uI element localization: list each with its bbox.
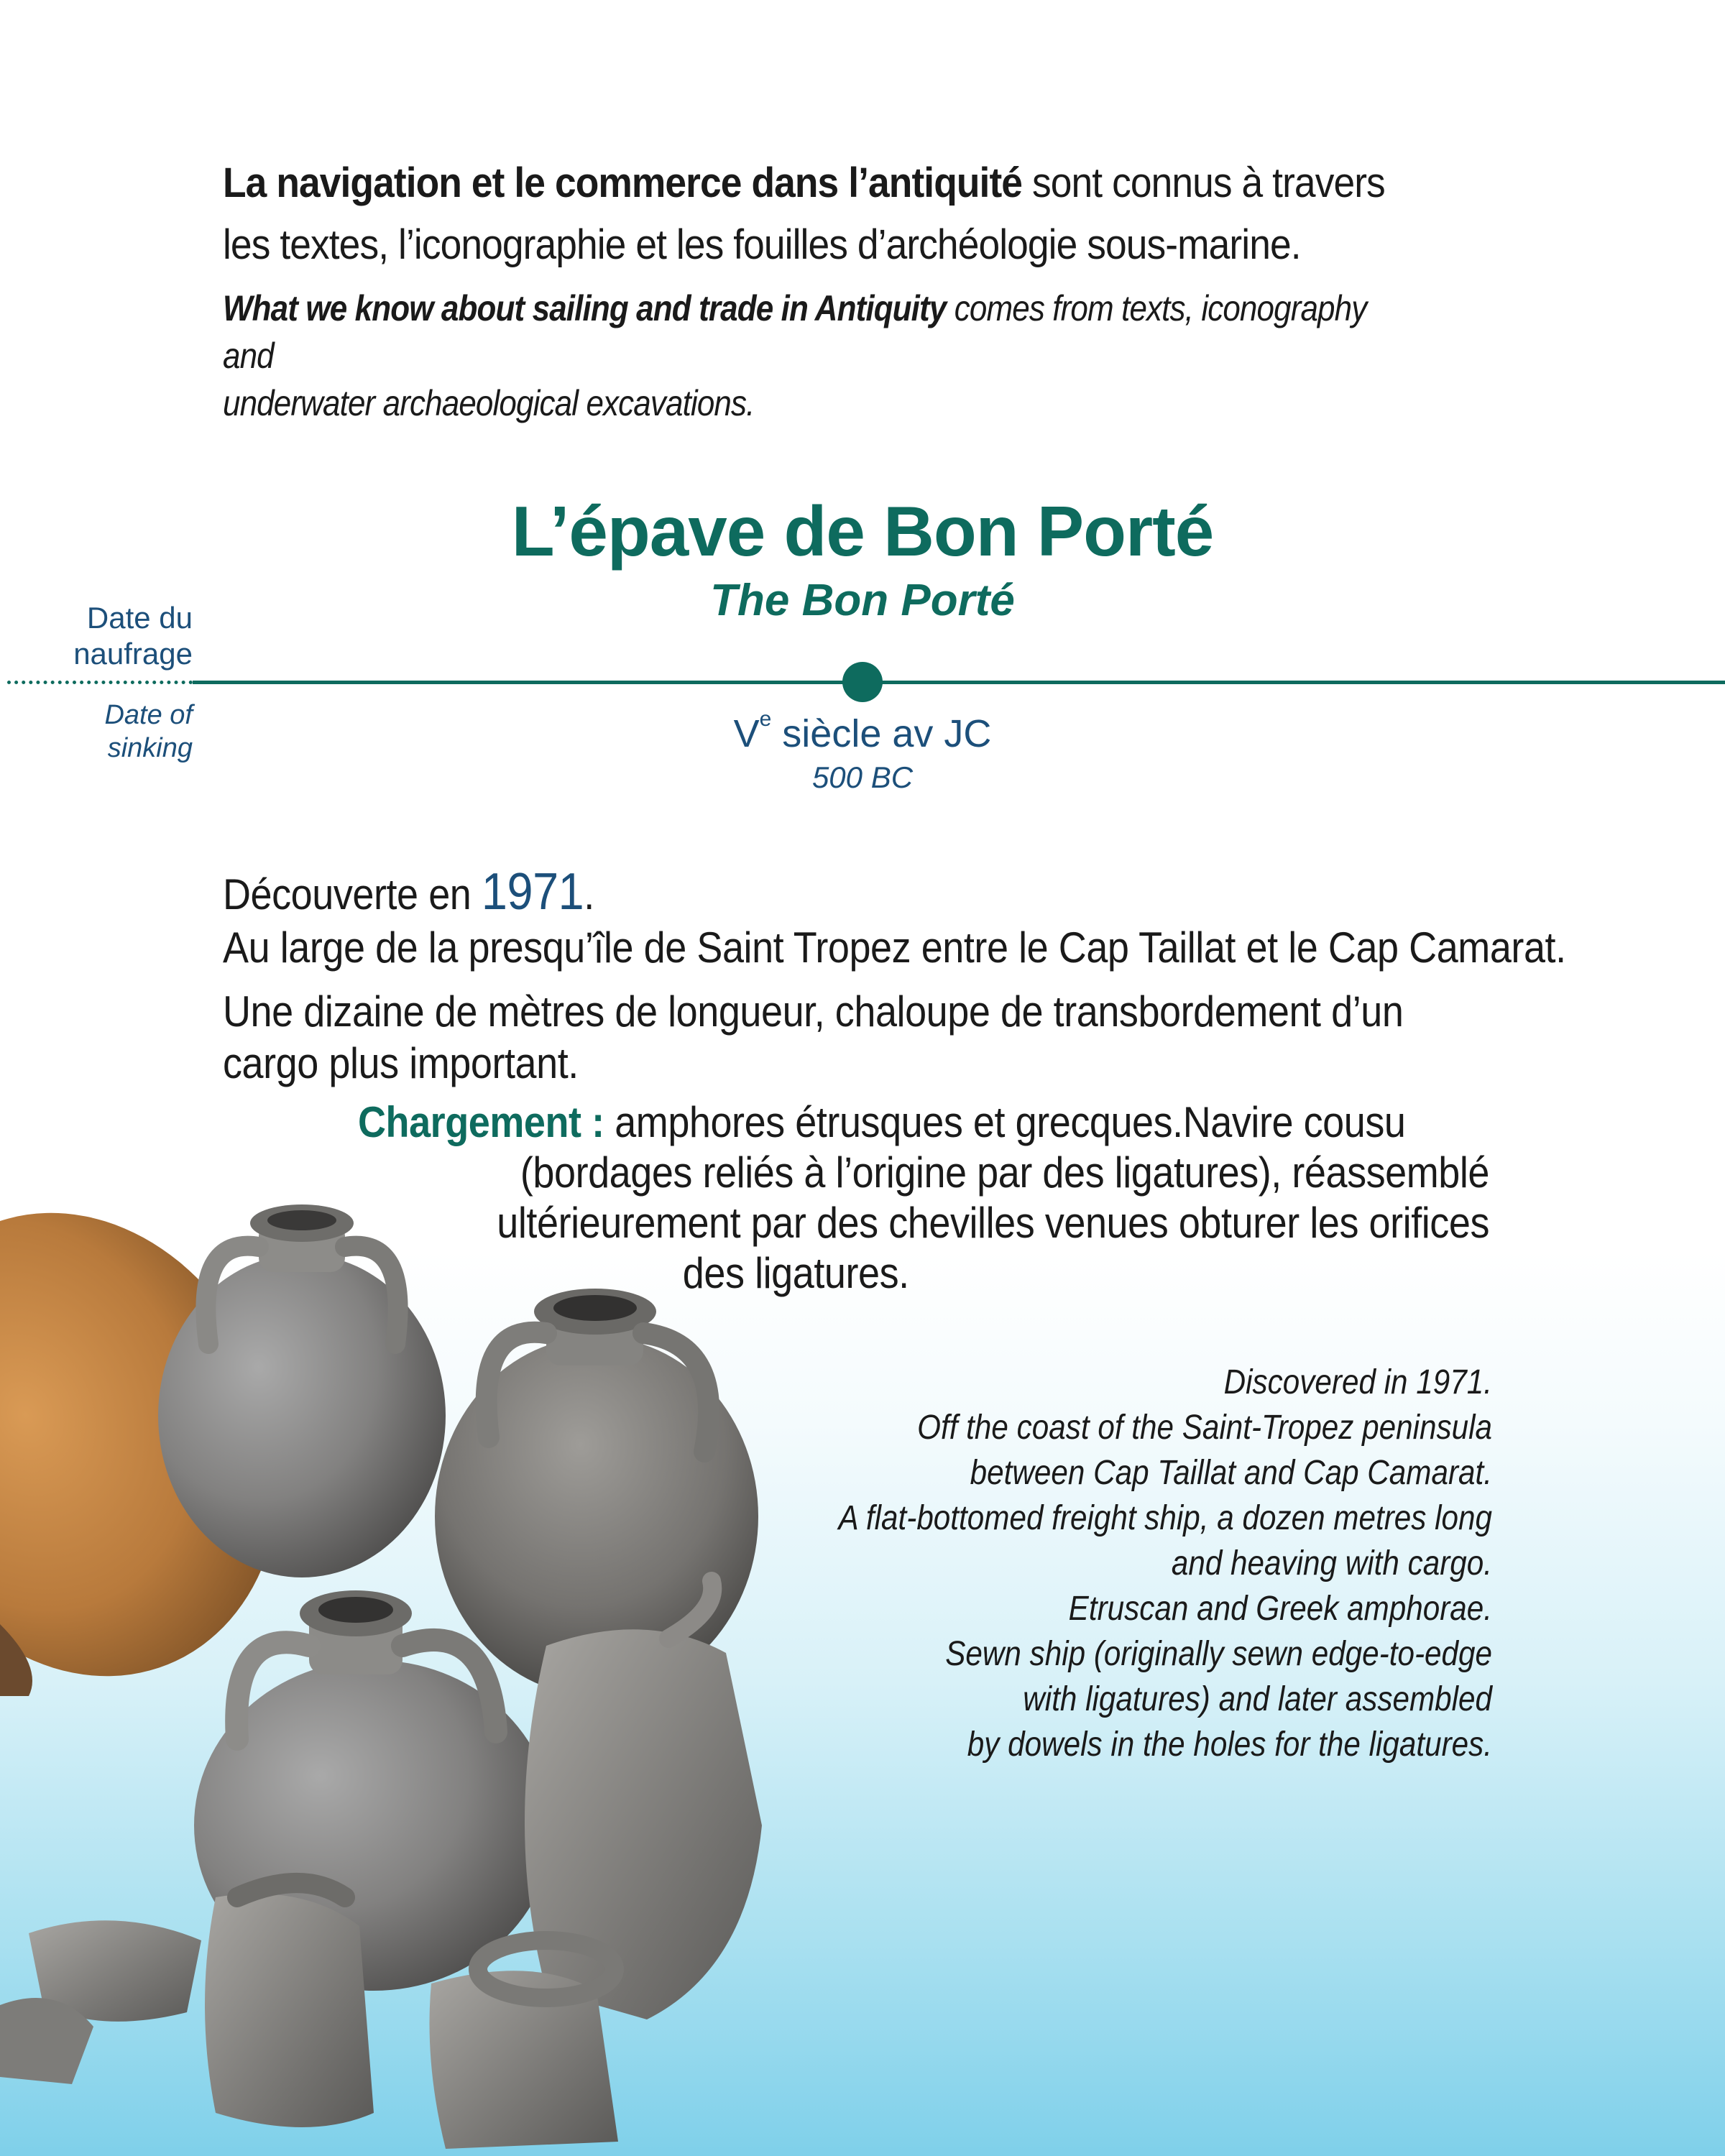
- english-line: Sewn ship (originally sewn edge-to-edge: [945, 1635, 1492, 1673]
- sinking-date-french: [0, 707, 1725, 756]
- century-superscript: e: [759, 707, 772, 731]
- wreck-title-english: The Bon Porté: [710, 576, 1015, 625]
- timeline-marker: [842, 662, 883, 702]
- discovery-year: 1971: [481, 863, 584, 921]
- english-line: with ligatures) and later assembled: [1023, 1680, 1492, 1718]
- intro-english-rest-1: comes from texts, iconography and: [223, 288, 1367, 376]
- english-line: and heaving with cargo.: [1171, 1544, 1492, 1583]
- discovery-prefix: Découverte en: [223, 870, 482, 918]
- century-text: siècle av JC: [771, 712, 992, 755]
- amphorae-photo: [0, 1179, 776, 2156]
- english-line: Discovered in 1971.: [1223, 1363, 1492, 1401]
- date-label-french: [29, 600, 193, 672]
- amphora-shards: [0, 1883, 618, 2149]
- wreck-title-french: L’épave de Bon Porté: [511, 492, 1214, 571]
- date-label-english-2: sinking: [107, 733, 193, 763]
- cargo-line-2: (bordages reliés à l’origine par des ligatures), réassemblé: [520, 1148, 1489, 1197]
- cargo-text-1: amphores étrusques et grecques.Navire cousu: [604, 1098, 1406, 1146]
- date-label-french-2: naufrage: [73, 637, 193, 671]
- cargo-line-4: des ligatures.: [682, 1249, 909, 1297]
- timeline-dotted-lead: [7, 681, 193, 684]
- intro-french-rest-2: les textes, l’iconographie et les fouilles d’archéologie sous-marine.: [223, 221, 1301, 268]
- intro-french: [223, 152, 1386, 276]
- intro-english-rest-2: underwater archaeological excavations.: [223, 383, 755, 423]
- broken-amphora: [525, 1581, 762, 2019]
- cargo-label: Chargement :: [358, 1098, 604, 1146]
- cargo-line-1: [358, 1097, 1406, 1148]
- english-line: A flat-bottomed freight ship, a dozen metres long: [838, 1499, 1492, 1537]
- intro-french-rest-1: sont connus à travers: [1022, 160, 1385, 206]
- english-line: Etruscan and Greek amphorae.: [1068, 1590, 1492, 1628]
- english-description: [719, 1360, 1492, 1767]
- date-label-french-1: Date du: [86, 601, 193, 635]
- sinking-date-english: 500 BC: [811, 760, 914, 794]
- timeline-line: [193, 681, 1725, 684]
- grey-amphora-left: [158, 1204, 446, 1577]
- english-line: Off the coast of the Saint-Tropez peninsula: [917, 1409, 1492, 1447]
- location-line: Au large de la presqu’île de Saint Tropez entre le Cap Taillat et le Cap Camarat.: [223, 923, 1566, 972]
- cargo-line-3: ultérieurement par des chevilles venues obturer les orifices: [497, 1199, 1490, 1247]
- date-label-english-1: Date of: [104, 700, 193, 730]
- english-line: between Cap Taillat and Cap Camarat.: [970, 1454, 1492, 1492]
- intro-english: [223, 285, 1412, 427]
- intro-english-bold: What we know about sailing and trade in Antiquity: [223, 288, 947, 328]
- intro-french-bold: La navigation et le commerce dans l’antiquité: [223, 160, 1023, 206]
- century-numeral: V: [733, 712, 760, 755]
- english-line: by dowels in the holes for the ligatures.: [967, 1726, 1492, 1764]
- discovery-line: [223, 863, 594, 921]
- discovery-suffix: .: [584, 870, 594, 918]
- size-paragraph: Une dizaine de mètres de longueur, chaloupe de transbordement d’un cargo plus important.: [223, 987, 1404, 1087]
